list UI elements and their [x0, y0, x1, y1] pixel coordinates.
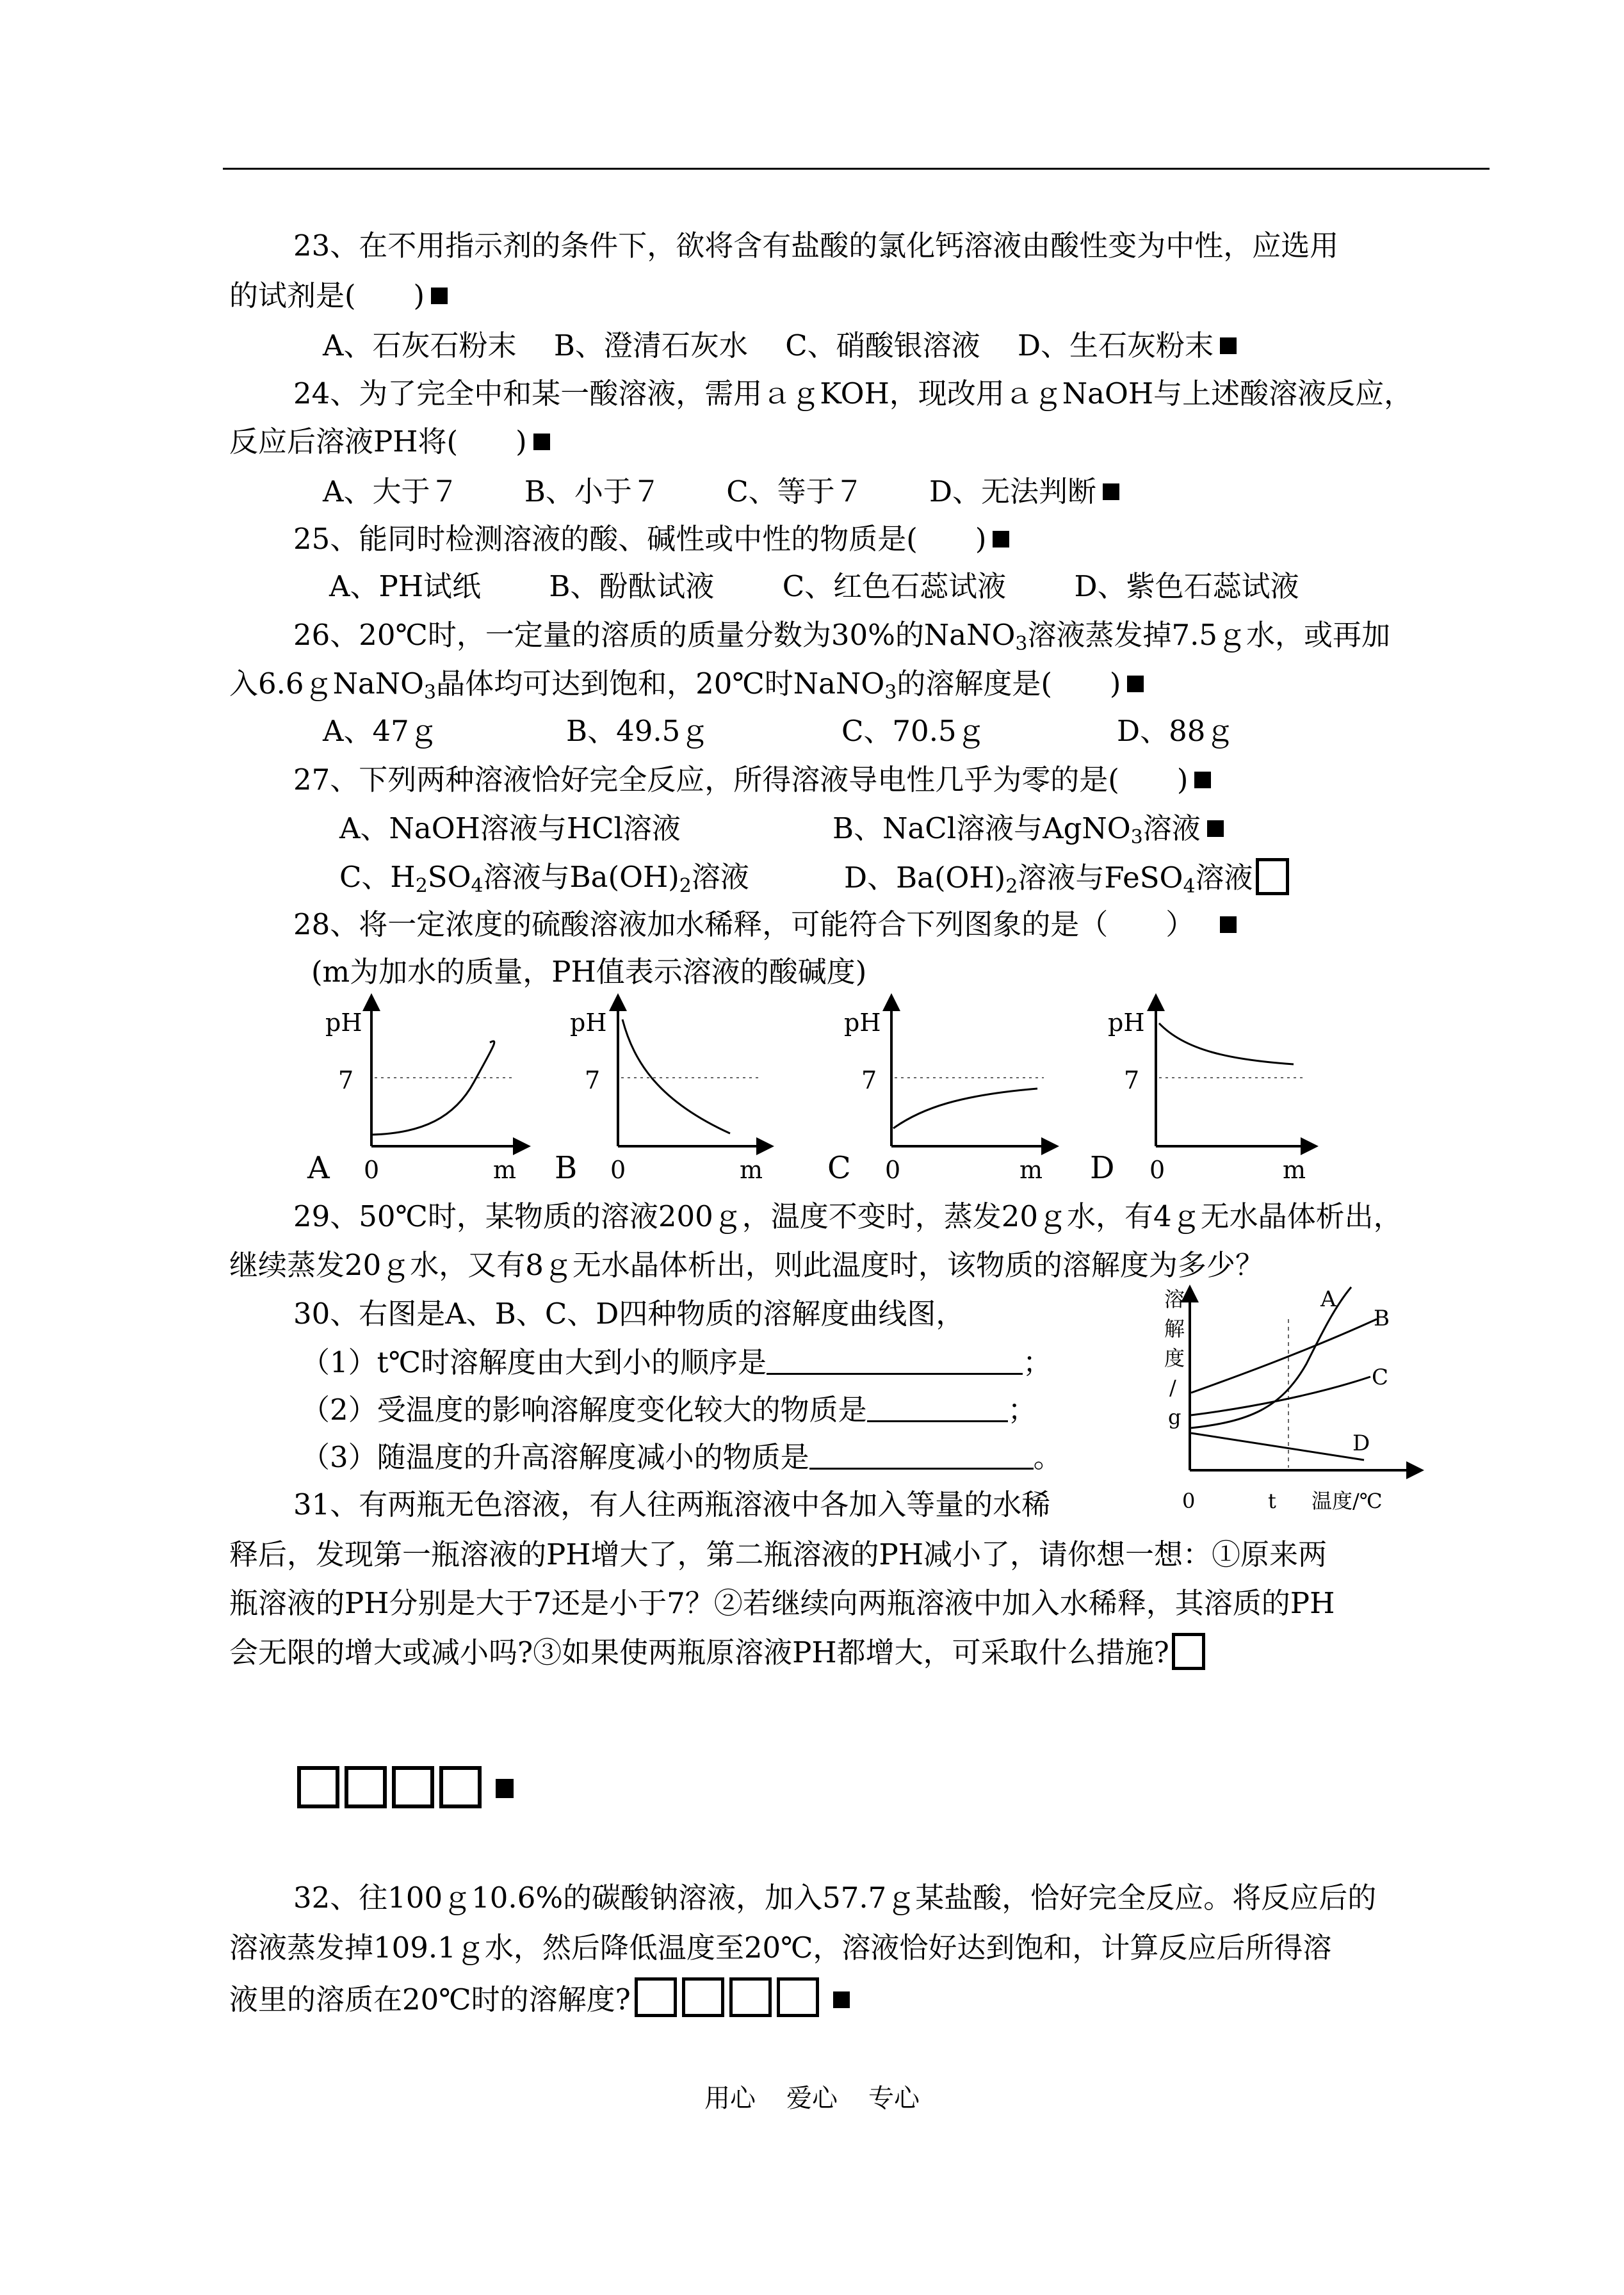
q30-sub1: （1）t℃时溶解度由大到小的顺序是 ； — [301, 1345, 1052, 1379]
graph-d-ref: 7 — [1124, 1066, 1140, 1094]
empty-box-icon — [439, 1766, 482, 1808]
q25-option-b: B、酚酞试液 — [549, 569, 715, 603]
q24-line1: 24、为了完全中和某一酸溶液，需用ａｇKOH，现改用ａｇNaOH与上述酸溶液反应， — [293, 377, 1413, 410]
q26-line2: 入6.6ｇNaNO$_3$晶体均可达到饱和，20℃时NaNO$_3$的溶解度是( ) — [229, 665, 1144, 703]
q27-option-c: C、$H_2SO_4$溶液与$Ba(OH)_2$溶液 — [339, 860, 749, 897]
q30-sub2: （2）受温度的影响溶解度变化较大的物质是 ； — [301, 1393, 1037, 1427]
q29-line1: 29、50℃时，某物质的溶液200ｇ，温度不变时，蒸发20ｇ水，有4ｇ无水晶体析出， — [293, 1199, 1402, 1233]
q30-sub3: （3）随温度的升高溶解度减小的物质是 。 — [301, 1440, 1062, 1474]
answer-blank[interactable] — [867, 1392, 1008, 1422]
graph-c — [827, 1002, 1050, 1186]
graph-d-y-label: pH — [1108, 1009, 1145, 1037]
q25-option-c: C、红色石蕊试液 — [782, 569, 1007, 603]
chart-t-label: t — [1268, 1489, 1276, 1513]
q26-option-d: D、88ｇ — [1117, 714, 1235, 748]
q27-option-b: B、NaCl溶液与AgNO$_3$溶液 — [832, 809, 1224, 848]
empty-box-icon — [297, 1766, 339, 1808]
q27-line1: 27、下列两种溶液恰好完全反应，所得溶液导电性几乎为零的是( ) — [293, 761, 1211, 799]
q32-line2: 溶液蒸发掉109.1ｇ水，然后降低温度至20℃，溶液恰好达到饱和，计算反应后所得溶 — [229, 1931, 1332, 1965]
curve-b-label: B — [1374, 1306, 1390, 1331]
chart-origin: 0 — [1182, 1489, 1196, 1513]
q23-option-a: A、石灰石粉末 — [323, 328, 517, 362]
graph-c-origin: 0 — [885, 1156, 901, 1184]
q26-option-b: B、49.5ｇ — [566, 714, 710, 748]
empty-box-icon — [729, 1977, 772, 2017]
q31-line1: 31、有两瓶无色溶液，有人往两瓶溶液中各加入等量的水稀 — [293, 1488, 1051, 1521]
graph-a-x-label: m — [493, 1156, 517, 1184]
graph-d-origin: 0 — [1149, 1156, 1165, 1184]
empty-box-icon — [777, 1977, 819, 2017]
q27-option-d: D、$Ba(OH)_2$溶液与FeSO$_4$溶液 — [844, 858, 1289, 897]
answer-blank[interactable] — [809, 1439, 1034, 1470]
q32-line1: 32、往100ｇ10.6%的碳酸钠溶液，加入57.7ｇ某盐酸，恰好完全反应。将反应后的 — [293, 1881, 1377, 1915]
empty-box-icon — [1172, 1633, 1205, 1670]
graph-c-letter: C — [827, 1150, 851, 1186]
y-label-char: 解 — [1164, 1317, 1185, 1341]
graph-a-y-label: pH — [325, 1009, 362, 1037]
y-label-char: / — [1169, 1375, 1176, 1400]
solubility-chart — [1164, 1286, 1415, 1513]
q29-line2: 继续蒸发20ｇ水，又有8ｇ无水晶体析出，则此温度时，该物质的溶解度为多少？ — [229, 1248, 1264, 1282]
q25-line1: 25、能同时检测溶液的酸、碱性或中性的物质是( ) — [293, 520, 1009, 558]
curve-d — [1191, 1433, 1364, 1460]
curve-b — [1191, 1319, 1377, 1393]
y-label-char: 溶 — [1164, 1287, 1185, 1311]
graph-a — [307, 1002, 522, 1186]
q32-line3: 液里的溶质在20℃时的溶解度? — [229, 1977, 850, 2019]
footer-item: 用心 — [704, 2084, 756, 2113]
q23-line1: 23、在不用指示剂的条件下，欲将含有盐酸的氯化钙溶液由酸性变为中性，应选用 — [293, 229, 1339, 263]
page-footer — [0, 2082, 1624, 2114]
empty-box-icon — [682, 1977, 724, 2017]
footer-item: 专心 — [868, 2084, 920, 2113]
graph-d-letter: D — [1090, 1150, 1115, 1186]
y-label-char: 度 — [1164, 1346, 1185, 1370]
curve-c-label: C — [1372, 1365, 1389, 1390]
q24-option-c: C、等于７ — [726, 474, 864, 508]
q26-line1: 26、20℃时，一定量的溶质的质量分数为30%的NaNO$_3$溶液蒸发掉7.5ｇ水，或再加 — [293, 618, 1391, 655]
q24-option-a: A、大于７ — [323, 474, 459, 508]
graph-c-x-label: m — [1019, 1156, 1043, 1184]
q25-option-d: D、紫色石蕊试液 — [1074, 569, 1299, 603]
q28-line2: (m为加水的质量，PH值表示溶液的酸碱度) — [311, 955, 867, 989]
graph-b-letter: B — [555, 1150, 578, 1186]
q23-line2: 的试剂是( ) — [229, 277, 448, 315]
q31-line3: 瓶溶液的PH分别是大于7还是小于7？②若继续向两瓶溶液中加入水稀释，其溶质的PH — [229, 1586, 1335, 1620]
graph-d-x-label: m — [1283, 1156, 1306, 1184]
graph-c-ref: 7 — [861, 1066, 877, 1094]
curve-a-label: A — [1320, 1286, 1336, 1312]
answer-blank[interactable] — [767, 1345, 1023, 1375]
footer-item: 爱心 — [786, 2084, 838, 2113]
black-square-icon — [496, 1779, 514, 1798]
q30-line1: 30、右图是A、B、C、D四种物质的溶解度曲线图， — [293, 1297, 965, 1331]
q31-line2: 释后，发现第一瓶溶液的PH增大了，第二瓶溶液的PH减小了，请你想一想：①原来两 — [229, 1537, 1328, 1571]
q31-line4: 会无限的增大或减小吗?③如果使两瓶原溶液PH都增大，可采取什么措施? — [229, 1633, 1205, 1672]
graph-b-origin: 0 — [610, 1156, 626, 1184]
graph-a-origin: 0 — [364, 1156, 380, 1184]
q24-option-d: D、无法判断 — [929, 474, 1097, 508]
q25-option-a: A、PH试纸 — [329, 569, 482, 603]
q28-line1: 28、将一定浓度的硫酸溶液加水稀释，可能符合下列图象的是（ ） — [293, 905, 1237, 944]
graph-c-y-label: pH — [844, 1009, 881, 1037]
graph-b-y-label: pH — [570, 1009, 607, 1037]
chart-x-label: 温度/℃ — [1311, 1489, 1383, 1513]
q24-line2: 反应后溶液PH将( ) — [229, 423, 550, 461]
q26-option-c: C、70.5ｇ — [841, 714, 986, 748]
empty-box-icon — [635, 1977, 677, 2017]
curve-d-label: D — [1352, 1431, 1370, 1456]
empty-box-icon — [392, 1766, 434, 1808]
y-label-char: g — [1168, 1405, 1181, 1429]
graph-d — [1090, 1002, 1310, 1186]
empty-box-icon — [345, 1766, 387, 1808]
graph-b-ref: 7 — [585, 1066, 601, 1094]
q27-option-a: A、NaOH溶液与HCl溶液 — [339, 811, 681, 845]
graph-a-ref: 7 — [338, 1066, 354, 1094]
blank-boxes-row — [297, 1766, 514, 1811]
graph-b-x-label: m — [740, 1156, 763, 1184]
graph-a-letter: A — [307, 1150, 330, 1186]
q23-option-b: B、澄清石灰水 — [553, 328, 748, 362]
q26-option-a: A、47ｇ — [323, 714, 438, 748]
q23-option-d: D、生石灰粉末 — [1017, 328, 1214, 362]
q23-option-c: C、硝酸银溶液 — [785, 328, 980, 362]
black-square-icon — [833, 1991, 850, 2008]
q24-option-b: B、小于７ — [524, 474, 661, 508]
graph-b — [555, 1002, 765, 1186]
